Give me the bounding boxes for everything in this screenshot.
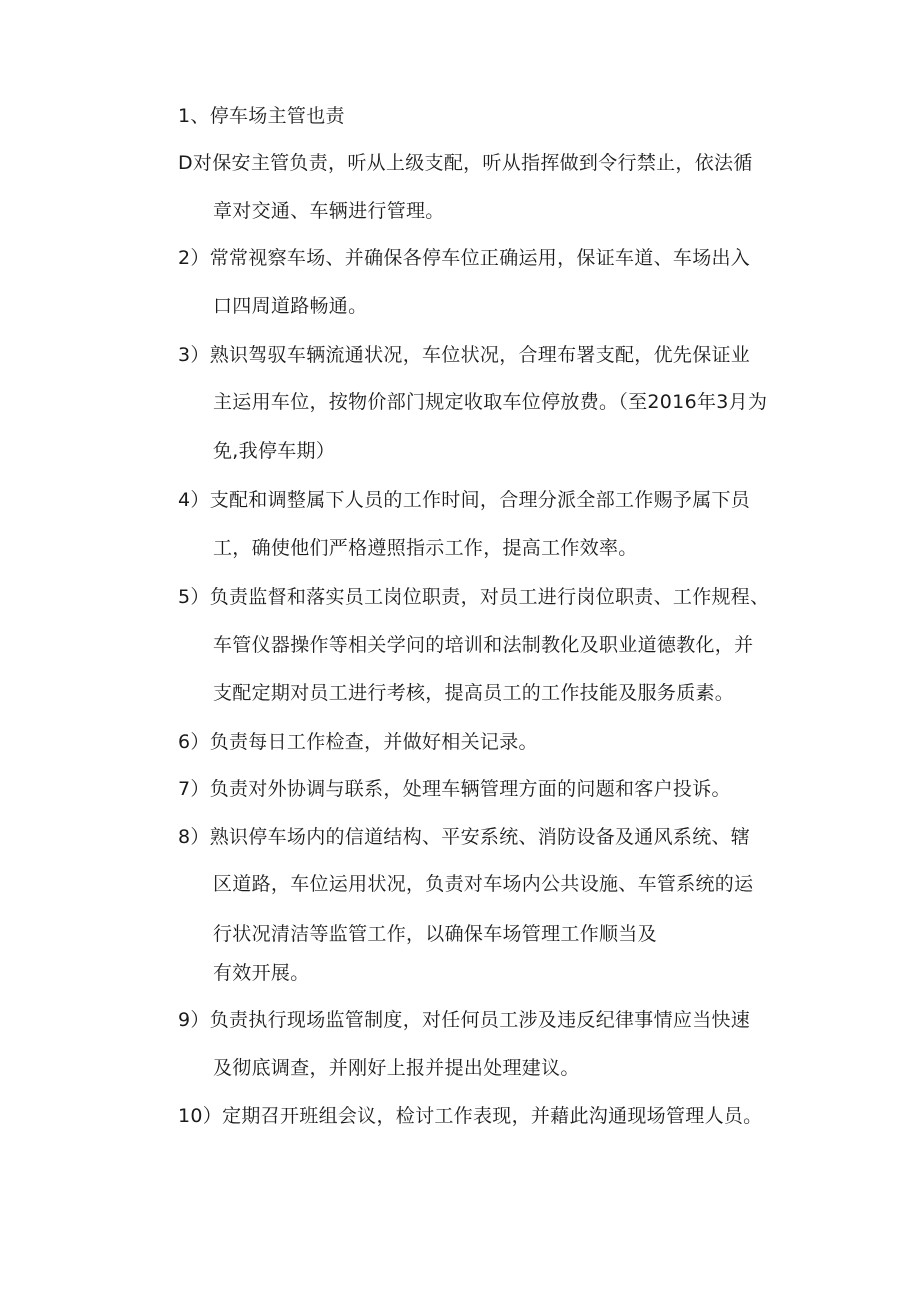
item-8-line-1: 8）熟识停车场内的信道结构、平安系统、消防设备及通风系统、辖 (178, 826, 751, 848)
item-3-line-2: 主运用车位，按物价部门规定收取车位停放费。（至2016年3月为 (213, 391, 768, 413)
item-8-line-3: 行状况清洁等监管工作，以确保车场管理工作顺当及 (213, 923, 657, 945)
item-3-line-3: 免,我停车期） (213, 440, 336, 462)
item-9-line-1: 9）负责执行现场监管制度，对任何员工涉及违反纪律事情应当快速 (178, 1009, 751, 1031)
item-5-line-2: 车管仪器操作等相关学问的培训和法制教化及职业道德教化，并 (213, 634, 754, 656)
item-8-line-4: 有效开展。 (213, 962, 310, 984)
item-1-line-1: D对保安主管负责，听从上级支配，听从指挥做到令行禁止，依法循 (178, 152, 753, 174)
item-4-line-2: 工，确使他们严格遵照指示工作，提高工作效率。 (213, 537, 638, 559)
item-5-line-3: 支配定期对员工进行考核，提高员工的工作技能及服务质素。 (213, 682, 735, 704)
item-1-line-2: 章对交通、车辆进行管理。 (213, 200, 445, 222)
item-9-line-2: 及彻底调查，并刚好上报并提出处理建议。 (213, 1057, 580, 1079)
section-heading: 1、停车场主管也责 (178, 105, 345, 127)
item-4-line-1: 4）支配和调整属下人员的工作时间，合理分派全部工作赐予属下员 (178, 489, 751, 511)
item-5-line-1: 5）负责监督和落实员工岗位职责，对员工进行岗位职责、工作规程、 (178, 586, 770, 608)
item-2-line-1: 2）常常视察车场、并确保各停车位正确运用，保证车道、车场出入 (178, 247, 751, 269)
item-2-line-2: 口四周道路畅通。 (213, 295, 368, 317)
item-3-line-1: 3）熟识驾驭车辆流通状况，车位状况，合理布署支配，优先保证业 (178, 344, 751, 366)
item-6-line-1: 6）负责每日工作检查，并做好相关记录。 (178, 731, 538, 753)
item-10-line-1: 10）定期召开班组会议，检讨工作表现，并藉此沟通现场管理人员。 (178, 1105, 763, 1127)
item-8-line-2: 区道路，车位运用状况，负责对车场内公共设施、车管系统的运 (213, 873, 754, 895)
item-7-line-1: 7）负责对外协调与联系，处理车辆管理方面的问题和客户投诉。 (178, 778, 731, 800)
